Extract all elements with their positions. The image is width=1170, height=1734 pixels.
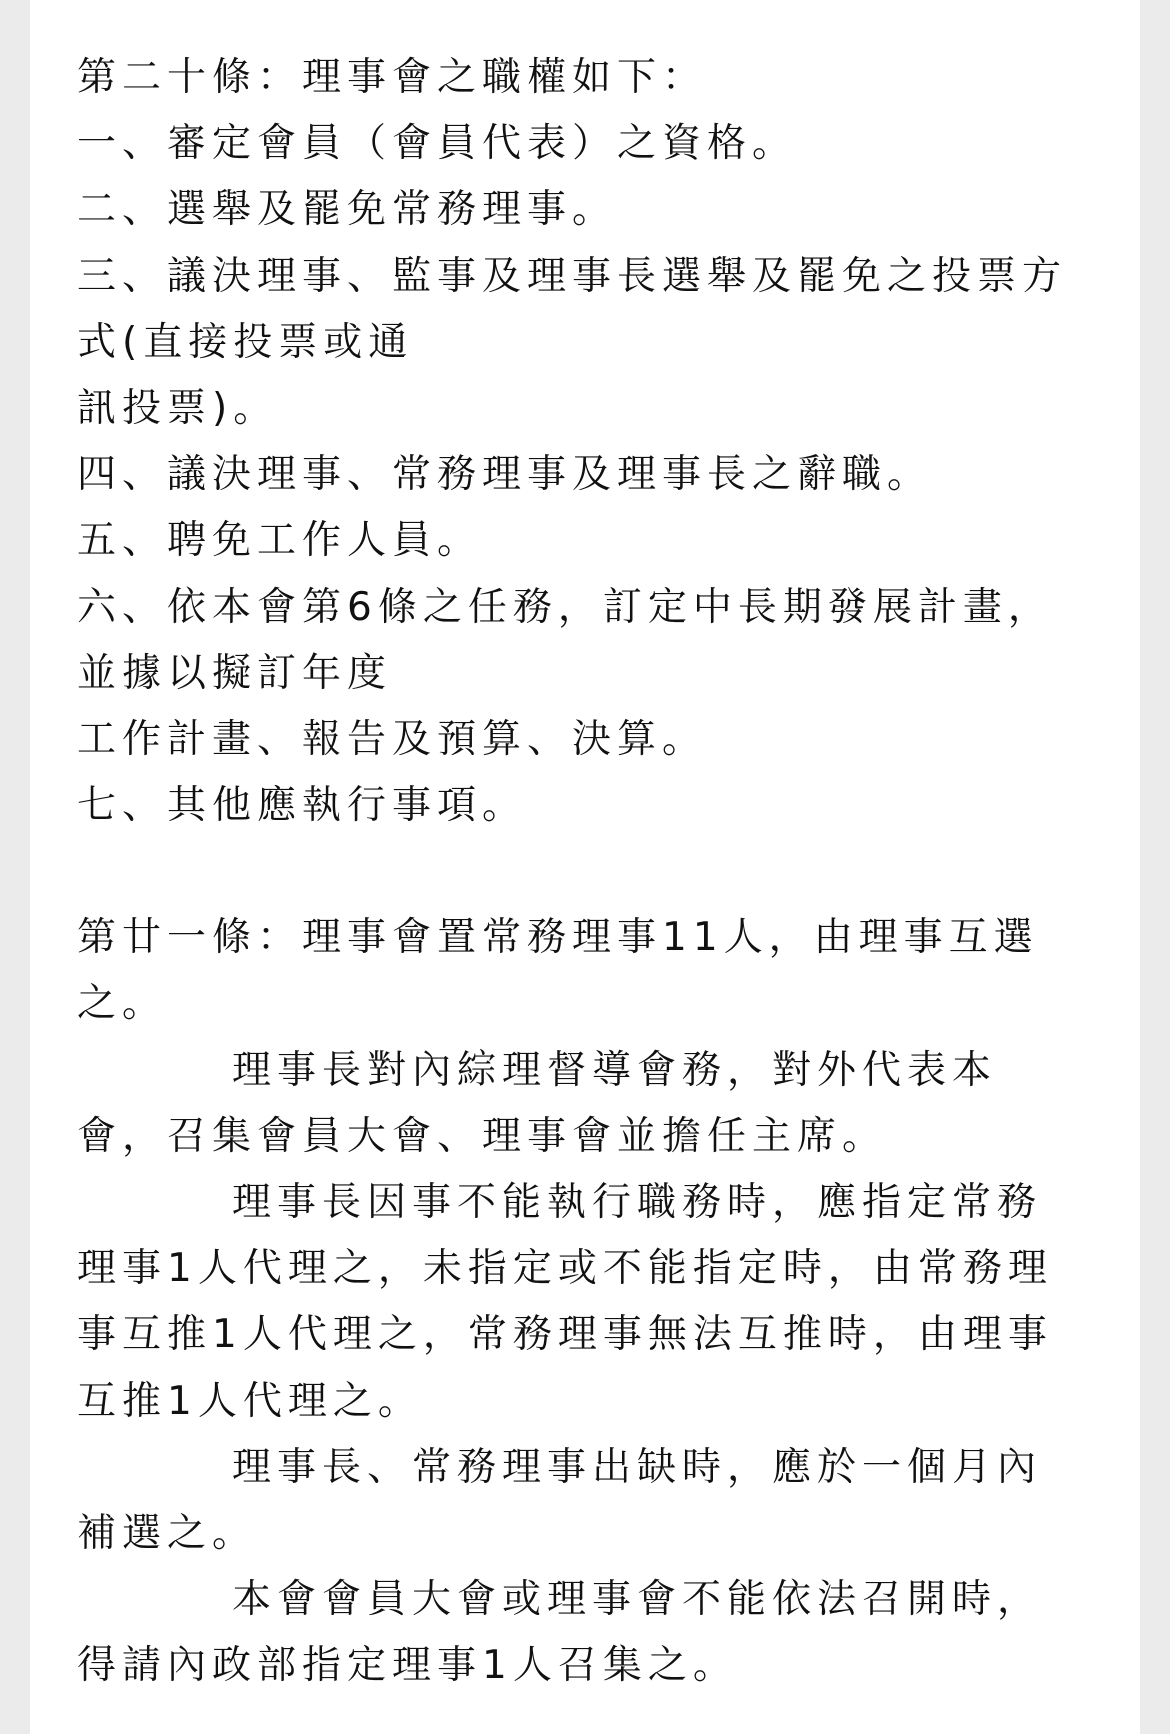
- article-21-paragraph-1: 理事長對內綜理督導會務，對外代表本: [232, 1047, 998, 1093]
- article-21-paragraph-2: 理事長因事不能執行職務時，應指定常務: [232, 1180, 1043, 1225]
- article-21-paragraph-2-cont: 互推1人代理之。: [77, 1378, 423, 1424]
- article-21-paragraph-2-cont: 事互推1人代理之，常務理事無法互推時，由理事: [77, 1312, 1053, 1358]
- article-20-item-1: 一、審定會員（會員代表）之資格。: [77, 121, 798, 167]
- article-20-item-3-cont: 式(直接投票或通: [77, 319, 414, 365]
- document-body: [77, 45, 1127, 1700]
- article-20-item-5: 五、聘免工作人員。: [77, 518, 483, 564]
- article-20-item-6-cont: 工作計畫、報告及預算、決算。: [77, 716, 708, 762]
- article-21-paragraph-2-cont: 理事1人代理之，未指定或不能指定時，由常務理: [77, 1246, 1053, 1292]
- article-20-item-2: 二、選舉及罷免常務理事。: [77, 187, 618, 233]
- article-20-item-4: 四、議決理事、常務理事及理事長之辭職。: [77, 452, 933, 498]
- article-20-item-6-cont: 並據以擬訂年度: [77, 650, 393, 696]
- document-page: [30, 0, 1140, 1734]
- article-21-paragraph-4: 本會會員大會或理事會不能依法召開時，: [232, 1577, 1043, 1623]
- article-21-heading-cont: 之。: [77, 981, 168, 1027]
- article-20-item-3-cont: 訊投票)。: [77, 385, 279, 431]
- article-21-paragraph-1-cont: 會，召集會員大會、理事會並擔任主席。: [77, 1113, 888, 1159]
- article-20-item-6: 六、依本會第6條之任務，訂定中長期發展計畫，: [77, 584, 1053, 630]
- paragraph-gap: [77, 839, 1127, 905]
- article-20-item-7: 七、其他應執行事項。: [77, 783, 528, 829]
- article-21-heading: 第廿一條：理事會置常務理事11人，由理事互選: [77, 915, 1039, 961]
- article-20-heading: 第二十條：理事會之職權如下：: [77, 55, 708, 100]
- article-21-paragraph-3-cont: 補選之。: [77, 1510, 258, 1556]
- article-20-item-3: 三、議決理事、監事及理事長選舉及罷免之投票方: [77, 253, 1068, 299]
- article-21-paragraph-3: 理事長、常務理事出缺時，應於一個月內: [232, 1444, 1043, 1490]
- article-21-paragraph-4-cont: 得請內政部指定理事1人召集之。: [77, 1643, 738, 1689]
